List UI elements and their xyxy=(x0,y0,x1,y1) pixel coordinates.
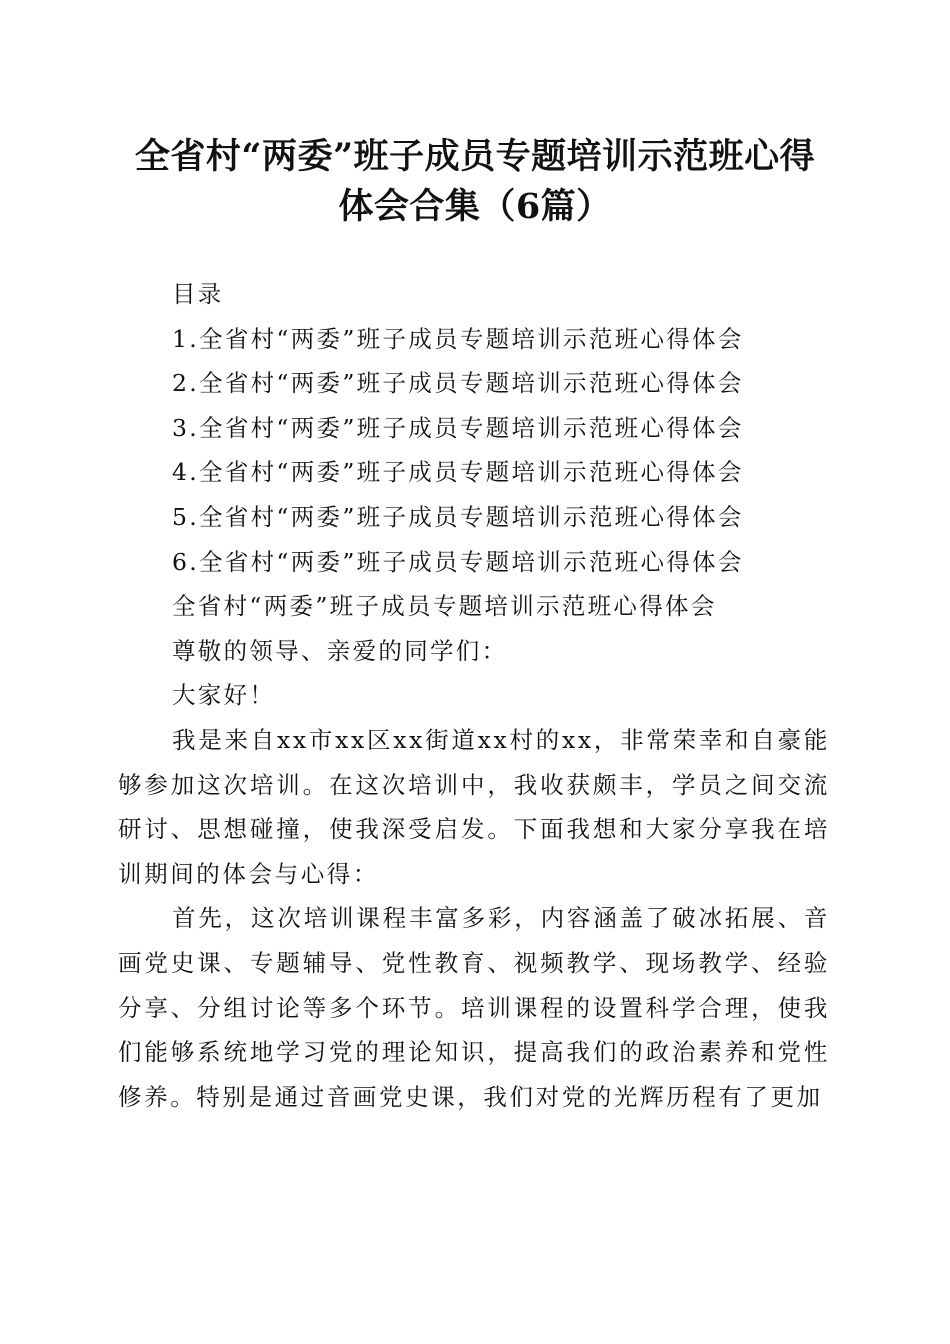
body-paragraph-1: 我是来自xx市xx区xx街道xx村的xx，非常荣幸和自豪能够参加这次培训。在这次培训中，我收获颇丰，学员之间交流研讨、思想碰撞，使我深受启发。下面我想和大家分享我在培训期间的体会与心得： xyxy=(118,725,830,888)
toc-heading: 目录 xyxy=(172,280,224,308)
article-title: 全省村“两委”班子成员专题培训示范班心得体会 xyxy=(172,592,717,621)
document-title-line-1: 全省村“两委”班子成员专题培训示范班心得 xyxy=(134,136,816,177)
document-title xyxy=(0,132,950,232)
document-title-line-2: 体会合集（6篇） xyxy=(338,186,612,227)
toc-item: 4.全省村“两委”班子成员专题培训示范班心得体会 xyxy=(172,458,744,487)
toc-item: 3.全省村“两委”班子成员专题培训示范班心得体会 xyxy=(172,413,744,442)
salutation: 尊敬的领导、亲爱的同学们： xyxy=(172,636,508,665)
toc-item: 5.全省村“两委”班子成员专题培训示范班心得体会 xyxy=(172,502,744,531)
body-paragraph-2: 首先，这次培训课程丰富多彩，内容涵盖了破冰拓展、音画党史课、专题辅导、党性教育、视频教学、现场教学、经验分享、分组讨论等多个环节。培训课程的设置科学合理，使我们能够系统地学习党的理论知识，提高我们的政治素养和党性修养。特别是通过音画党史课，我们对党的光辉历程有了更加 xyxy=(118,904,830,1111)
greeting: 大家好！ xyxy=(172,681,276,710)
document-body xyxy=(118,272,830,1119)
toc-item: 2.全省村“两委”班子成员专题培训示范班心得体会 xyxy=(172,369,744,398)
toc-item: 1.全省村“两委”班子成员专题培训示范班心得体会 xyxy=(172,324,744,353)
toc-item: 6.全省村“两委”班子成员专题培训示范班心得体会 xyxy=(172,547,744,576)
